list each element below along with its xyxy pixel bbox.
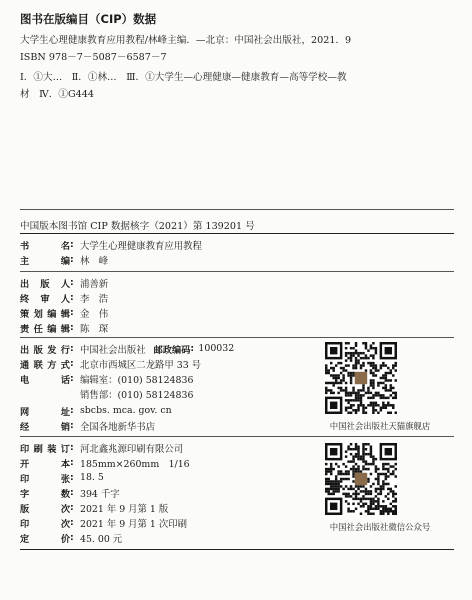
row-editor: 主 编 : 林 峰 <box>20 254 109 267</box>
label-phone: 电 话 <box>20 374 70 386</box>
format: 185mm×260mm 1/16 <box>80 458 190 470</box>
publisher-person: 浦善新 <box>80 278 109 290</box>
qr-caption-tmall: 中国社会出版社天猫旗舰店 <box>329 421 431 431</box>
label-planning-editor: 策 划 编 辑 <box>20 308 70 320</box>
book-editor: 林 峰 <box>80 255 109 267</box>
label-website: 网 址 <box>20 406 70 418</box>
phone-editorial: 编辑室：(010) 58124836 <box>80 374 194 386</box>
address: 北京市西城区二龙路甲 33 号 <box>80 359 202 371</box>
cip-verification: 中国版本图书馆 CIP 数据核字（2021）第 139201 号 <box>20 221 255 232</box>
label-printing: 印 次 <box>20 518 70 530</box>
divider <box>20 209 454 210</box>
qr-code-icon <box>325 342 397 414</box>
divider <box>20 233 454 234</box>
label-words: 字 数 <box>20 488 70 500</box>
row-phone-editorial: 电 话 : 编辑室：(010) 58124836 <box>20 373 194 386</box>
label-price: 定 价 <box>20 533 70 545</box>
label-editor: 主 编 <box>20 255 70 267</box>
row-words: 字 数 : 394 千字 <box>20 487 120 500</box>
row-printer: 印 刷 装 订 : 河北鑫兆源印刷有限公司 <box>20 442 184 455</box>
printer: 河北鑫兆源印刷有限公司 <box>80 443 184 455</box>
row-printing: 印 次 : 2021 年 9 月第 1 次印刷 <box>20 517 187 530</box>
label-seller: 经 销 <box>20 421 70 433</box>
row-responsible-editor: 责 任 编 辑 : 陈 琛 <box>20 322 109 335</box>
row-planning-editor: 策 划 编 辑 : 金 伟 <box>20 307 109 320</box>
book-title: 大学生心理健康教育应用教程 <box>80 240 202 252</box>
postcode: 100032 <box>198 343 235 354</box>
row-edition: 版 次 : 2021 年 9 月第 1 版 <box>20 502 169 515</box>
phone-sales: 销售部：(010) 58124836 <box>80 389 194 401</box>
cip-line-2: ISBN 978－7－5087－6587－7 <box>20 52 167 63</box>
label-publisher-person: 出 版 人 <box>20 278 70 290</box>
divider <box>20 436 454 437</box>
responsible-editor: 陈 琛 <box>80 323 109 335</box>
label-postcode: 邮政编码 <box>153 344 191 356</box>
row-address: 通 联 方 式 : 北京市西城区二龙路甲 33 号 <box>20 358 202 371</box>
cip-line-3: Ⅰ．①大… Ⅱ．①林… Ⅲ．①大学生—心理健康—健康教育—高等学校—教 <box>20 72 347 83</box>
qr-code-icon <box>325 443 397 515</box>
divider <box>20 337 454 338</box>
cip-line-4: 材 Ⅳ．①G444 <box>20 89 94 100</box>
qr-caption-wechat: 中国社会出版社微信公众号 <box>329 522 431 532</box>
row-price: 定 价 : 45. 00 元 <box>20 532 123 545</box>
row-format: 开 本 : 185mm×260mm 1/16 <box>20 457 190 470</box>
label-reviewer: 终 审 人 <box>20 293 70 305</box>
seller: 全国各地新华书店 <box>80 421 156 433</box>
label-sheets: 印 张 <box>20 473 70 485</box>
cip-heading: 图书在版编目（CIP）数据 <box>20 12 157 26</box>
row-title: 书 名 : 大学生心理健康教育应用教程 <box>20 239 202 252</box>
website: sbcbs. mca. gov. cn <box>80 405 172 416</box>
label-printer: 印 刷 装 订 <box>20 443 70 455</box>
label-address: 通 联 方 式 <box>20 359 70 371</box>
words: 394 千字 <box>80 488 120 500</box>
row-distributor: 出 版 发 行 : 中国社会出版社 邮政编码 : 100032 <box>20 343 235 356</box>
row-website: 网 址 : sbcbs. mca. gov. cn <box>20 405 172 418</box>
label-format: 开 本 <box>20 458 70 470</box>
label-distributor: 出 版 发 行 <box>20 344 70 356</box>
price: 45. 00 元 <box>80 533 123 545</box>
row-seller: 经 销 : 全国各地新华书店 <box>20 420 156 433</box>
planning-editor: 金 伟 <box>80 308 109 320</box>
row-reviewer: 终 审 人 : 李 浩 <box>20 292 109 305</box>
row-phone-sales <box>20 387 193 400</box>
row-sheets: 印 张 : 18. 5 <box>20 472 104 485</box>
sheets: 18. 5 <box>80 472 104 483</box>
divider <box>20 271 454 272</box>
label-title: 书 名 <box>20 240 70 252</box>
edition: 2021 年 9 月第 1 版 <box>80 503 169 515</box>
label-responsible-editor: 责 任 编 辑 <box>20 323 70 335</box>
reviewer: 李 浩 <box>80 293 109 305</box>
cip-line-1: 大学生心理健康教育应用教程/林峰主编．—北京：中国社会出版社，2021．9 <box>20 35 352 46</box>
row-publisher-person: 出 版 人 : 浦善新 <box>20 277 109 290</box>
divider <box>20 549 454 550</box>
label-edition: 版 次 <box>20 503 70 515</box>
distributor: 中国社会出版社 <box>80 344 146 356</box>
printing: 2021 年 9 月第 1 次印刷 <box>80 518 187 530</box>
